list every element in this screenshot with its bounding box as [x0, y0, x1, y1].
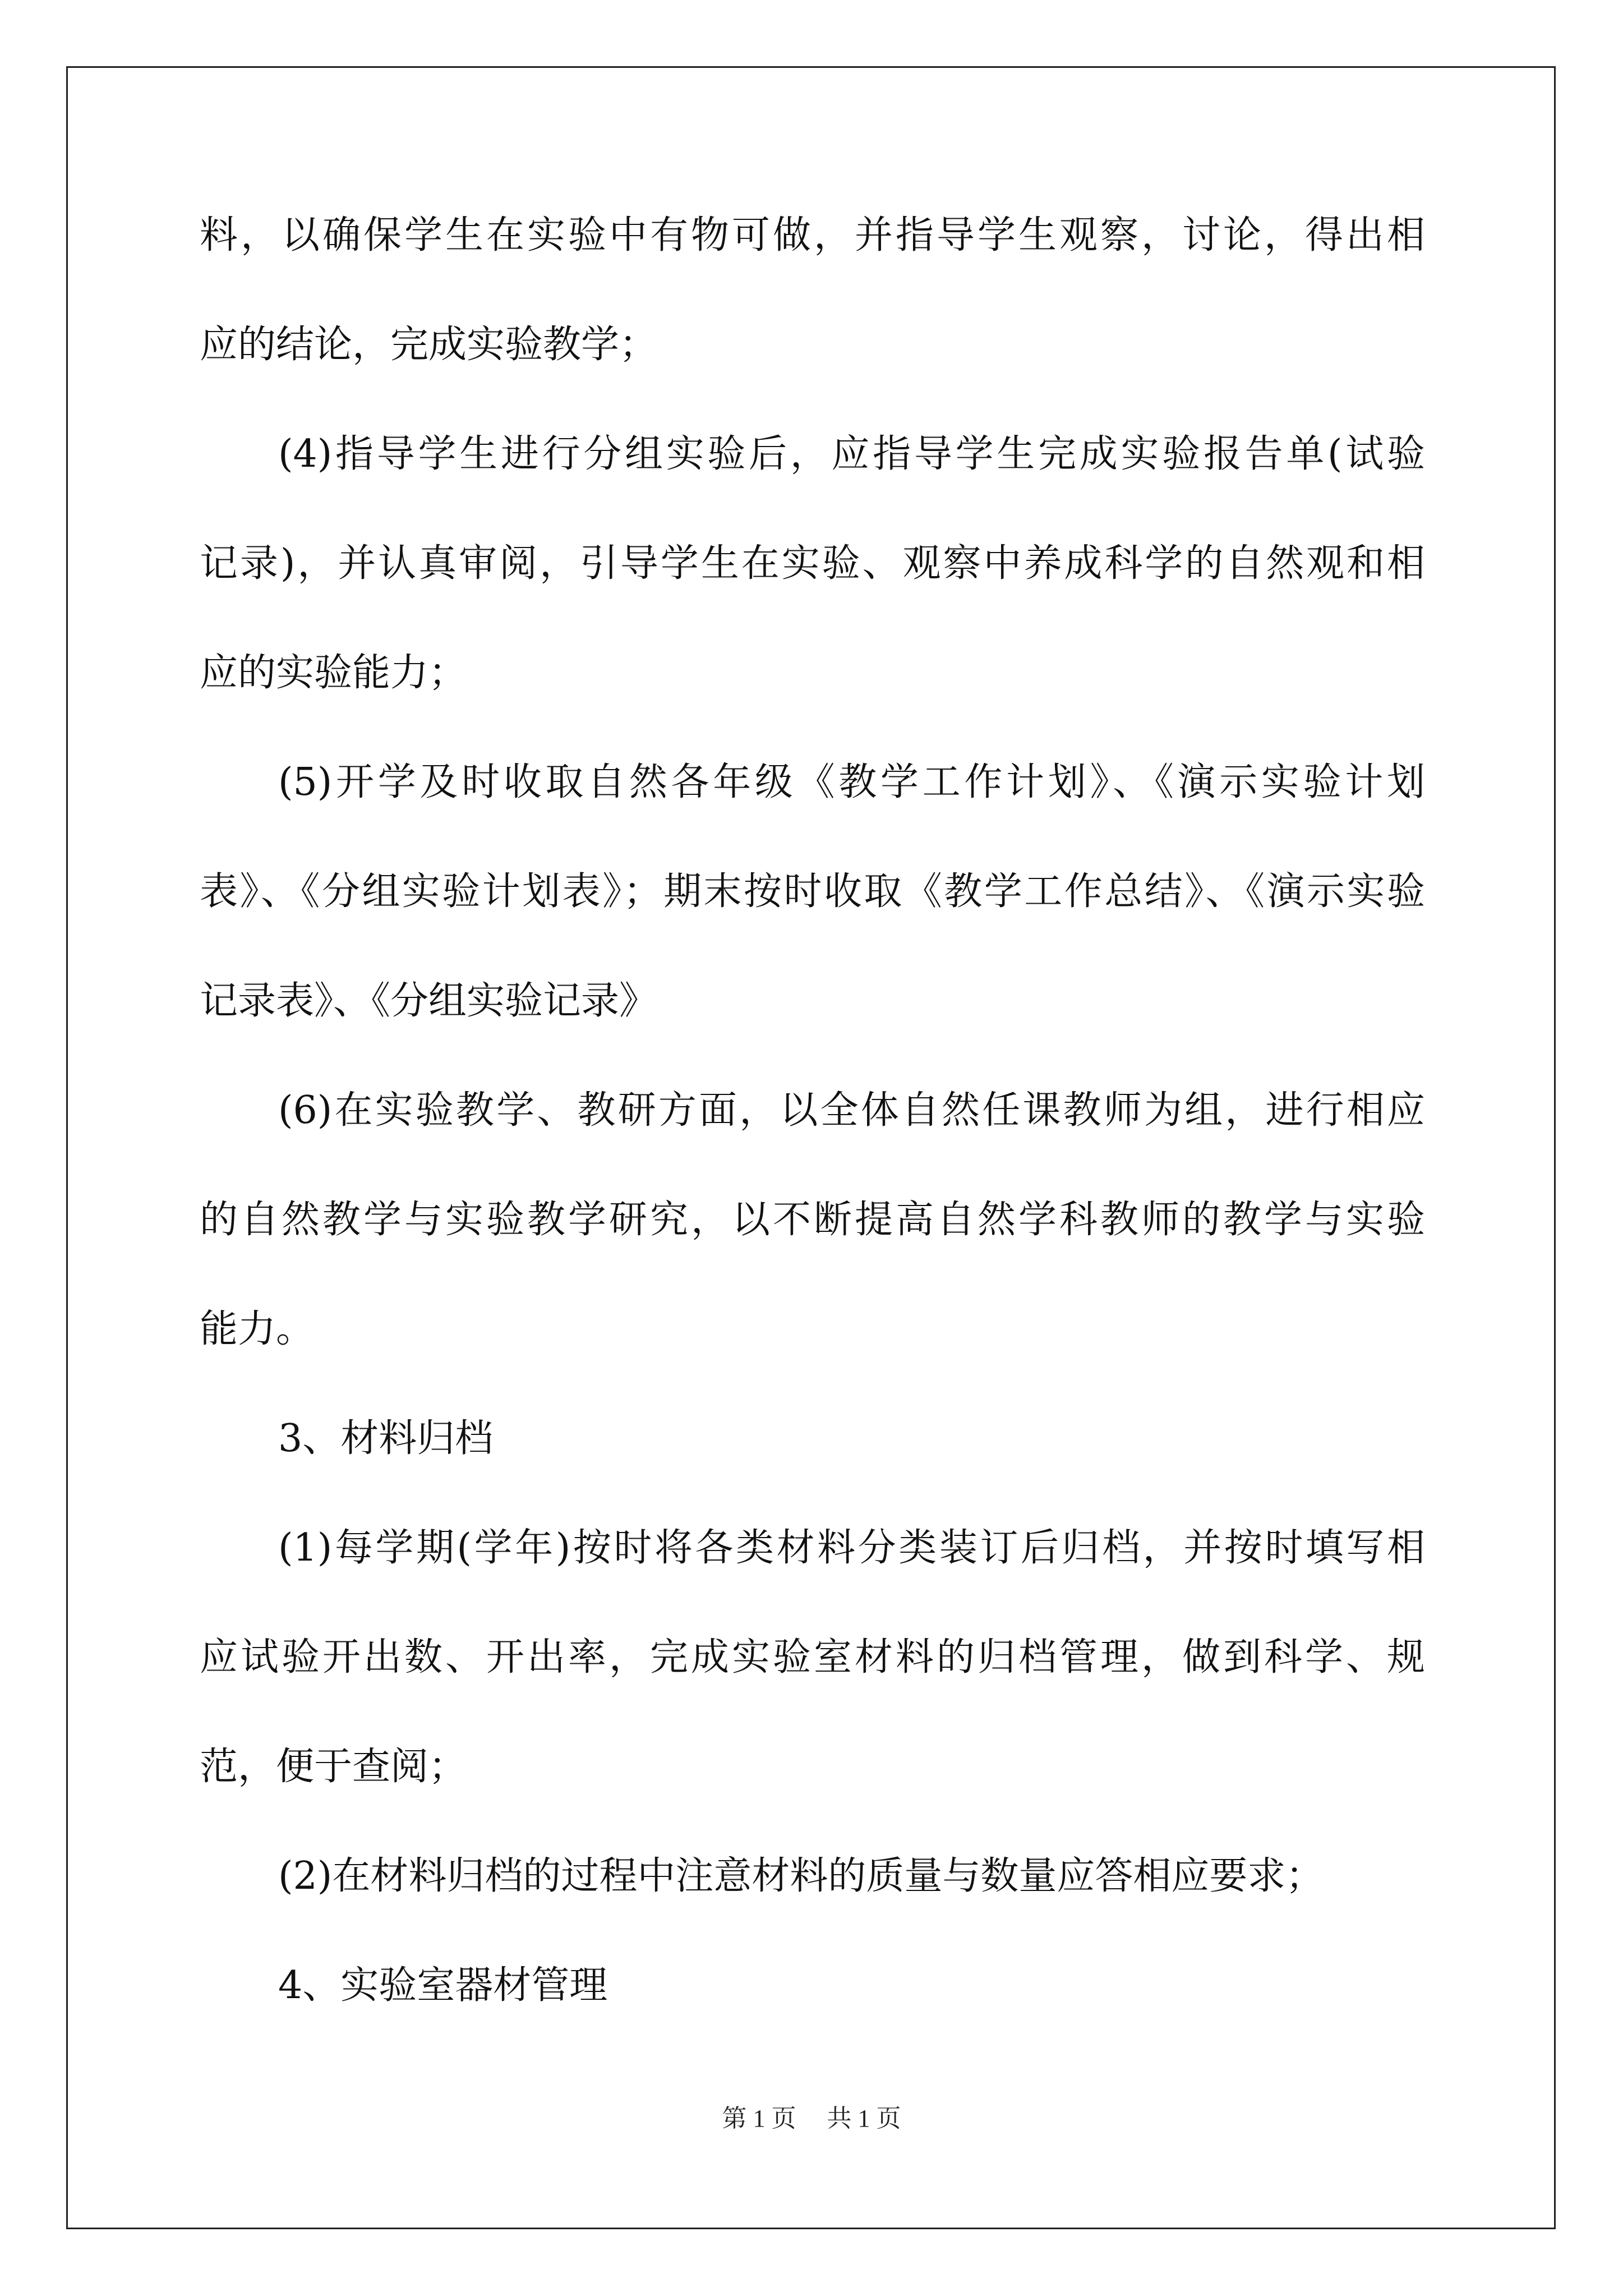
- text-line: 表》、《分组实验计划表》；期末按时收取《教学工作总结》、《演示实验: [200, 869, 1425, 914]
- page-number-footer: 第 1 页 共 1 页: [722, 2105, 901, 2132]
- text-line: (6)在实验教学、教研方面，以全体自然任课教师为组，进行相应: [278, 1088, 1425, 1133]
- text-line: 应的结论，完成实验教学；: [200, 323, 658, 367]
- text-line: 能力。: [200, 1307, 315, 1351]
- text-line: 料，以确保学生在实验中有物可做，并指导学生观察，讨论，得出相: [200, 213, 1425, 257]
- text-line: 记录表》、《分组实验记录》: [200, 979, 658, 1023]
- text-line: 的自然教学与实验教学研究，以不断提高自然学科教师的教学与实验: [200, 1198, 1425, 1242]
- page-border: [66, 66, 1556, 2229]
- text-line: 应的实验能力；: [200, 651, 467, 695]
- text-line: (4)指导学生进行分组实验后，应指导学生完成实验报告单(试验: [278, 432, 1425, 476]
- section-heading: 4、实验室器材管理: [278, 1963, 608, 2008]
- text-line: 应试验开出数、开出率，完成实验室材料的归档管理，做到科学、规: [200, 1635, 1425, 1680]
- text-line: 记录)，并认真审阅，引导学生在实验、观察中养成科学的自然观和相: [200, 541, 1425, 586]
- section-heading: 3、材料归档: [278, 1416, 494, 1461]
- text-line: (1)每学期(学年)按时将各类材料分类装订后归档，并按时填写相: [278, 1526, 1425, 1570]
- text-line: 范，便于查阅；: [200, 1745, 467, 1789]
- text-line: (5)开学及时收取自然各年级《教学工作计划》、《演示实验计划: [278, 760, 1425, 804]
- text-line: (2)在材料归档的过程中注意材料的质量与数量应答相应要求；: [278, 1854, 1324, 1898]
